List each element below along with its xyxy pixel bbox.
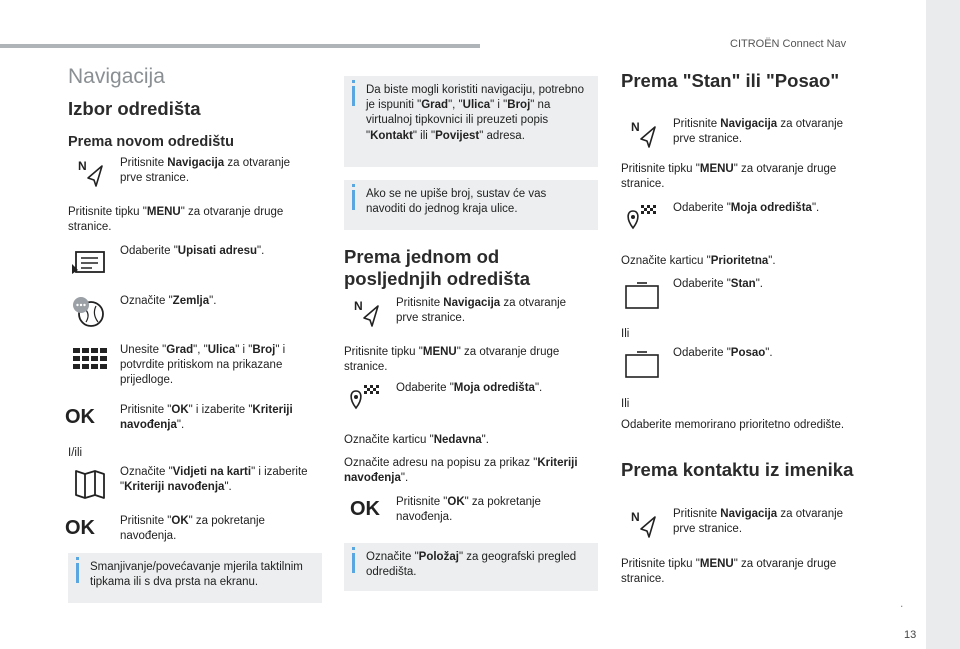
svg-text:N: N [354,299,363,313]
or-label: I/ili [68,447,83,459]
map-icon [68,465,108,499]
page-number: 13 [904,629,917,641]
top-rule [0,44,480,48]
destination-flag-icon [621,201,661,235]
menu-instruction: Pritisnite tipku "MENU" za otvaranje druge stranice. [68,206,284,234]
ok-icon: OK [350,498,380,520]
info-box-zoom: Smanjivanje/povećavanje mjerila taktilnim tipkama ili s dva prsta na ekranu. [68,553,322,603]
svg-text:N: N [631,120,640,134]
info-icon [76,557,79,560]
ok-icon: OK [65,517,95,539]
keyboard-icon [68,343,108,377]
page-bullet: . [900,596,904,610]
home-slot-icon [621,277,661,311]
navigation-icon [344,296,384,330]
heading-novom-odredistu: Prema novom odredištu [68,134,234,150]
svg-text:N: N [631,510,640,524]
navigation-icon [621,507,661,541]
navigation-icon [68,156,108,190]
destination-flag-icon [344,381,384,415]
address-entry-icon [68,244,108,278]
or-label: Ili [621,398,630,410]
page-edge-band [926,0,960,649]
section-title: Navigacija [68,65,165,88]
heading-home-work: Prema "Stan" ili "Posao" [621,70,840,91]
memorized-instruction: Odaberite memorirano prioritetno odredište. [621,419,845,431]
work-slot-icon [621,346,661,380]
info-box-requirements: Da biste mogli koristiti navigaciju, potrebno je ispuniti "Grad", "Ulica" i "Broj" na virtualnoj tipkovnici ili preuzeti popis "Kontakt" ili "Povijest" adresa. [344,76,598,167]
menu-instruction: Pritisnite tipku "MENU" za otvaranje druge stranice. [621,558,837,586]
header-brand: CITROËN Connect Nav [730,38,847,50]
menu-instruction: Pritisnite tipku "MENU" za otvaranje druge stranice. [344,346,560,374]
info-icon [352,80,355,83]
navigation-icon [621,117,661,151]
or-label: Ili [621,328,630,340]
heading-izbor-odredista: Izbor odredišta [68,98,201,119]
svg-text:N: N [78,159,87,173]
ok-icon: OK [65,406,95,428]
info-box-position: Označite "Položaj" za geografski pregled odredišta. [344,543,598,591]
info-icon [352,184,355,187]
heading-contact: Prema kontaktu iz imenika [621,459,854,480]
tab-instruction: Označite karticu "Prioritetna". [621,255,776,267]
tab-instruction: Označite karticu "Nedavna". [344,434,489,446]
info-icon [352,547,355,550]
list-instruction: Označite adresu na popisu za prikaz "Kriteriji navođenja". [344,457,578,485]
menu-instruction: Pritisnite tipku "MENU" za otvaranje druge stranice. [621,163,837,191]
heading-recent-destinations: Prema jednom od posljednjih odredišta [344,246,531,290]
info-box-number: Ako se ne upiše broj, sustav će vas navoditi do jednog kraja ulice. [344,180,598,230]
globe-icon [68,294,108,328]
